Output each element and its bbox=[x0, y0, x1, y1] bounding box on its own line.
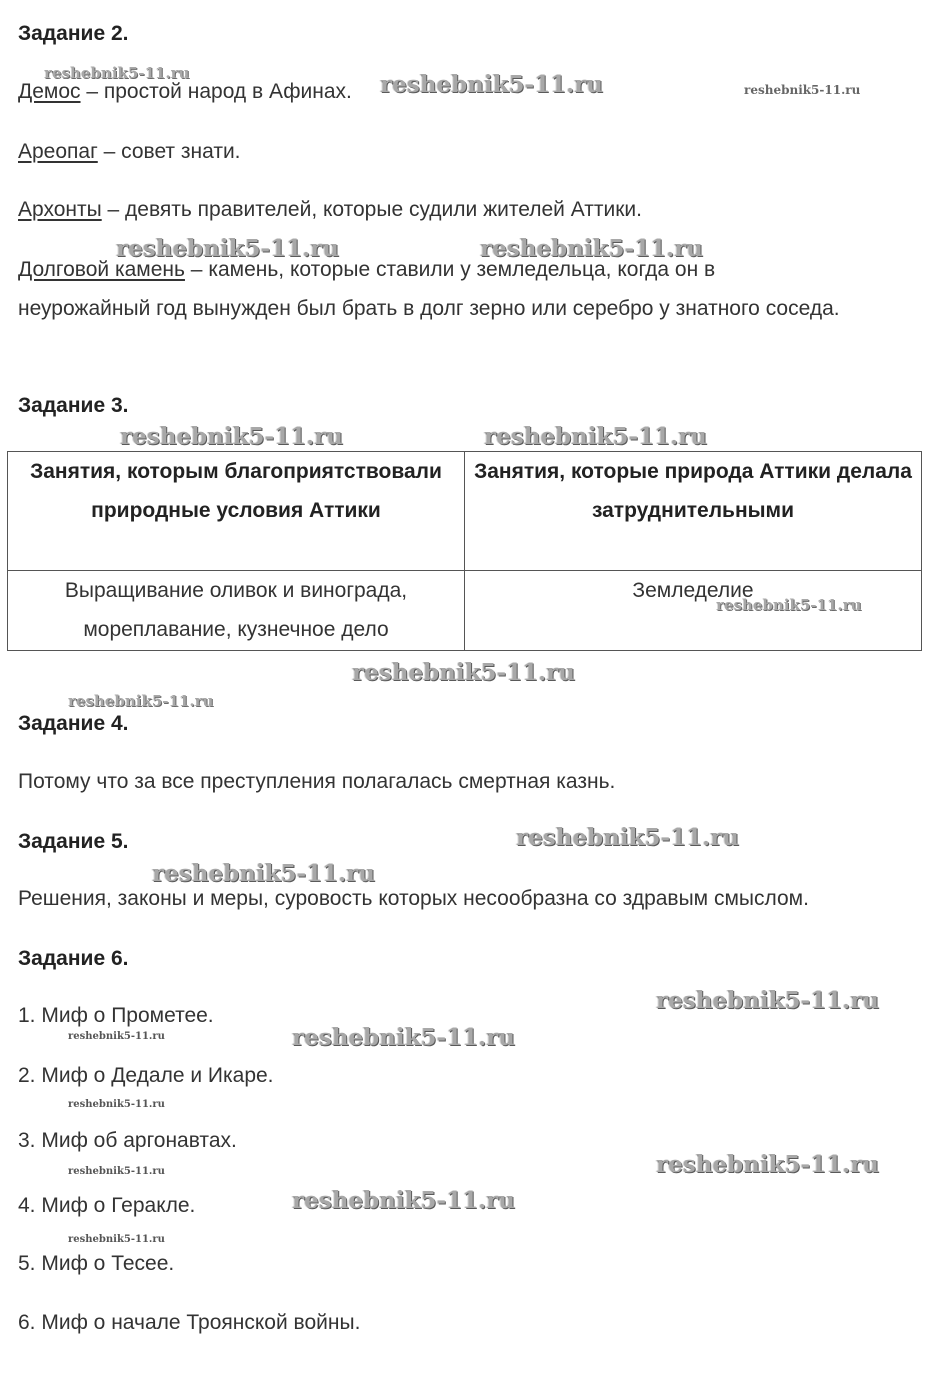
watermark: reshebnik5-11.ru bbox=[292, 1187, 515, 1214]
term-debt-stone: Долговой камень bbox=[18, 258, 185, 281]
definition-areopag-text: – совет знати. bbox=[97, 140, 241, 163]
watermark: reshebnik5-11.ru bbox=[380, 71, 603, 98]
myth-list-item: 4. Миф о Геракле. bbox=[18, 1194, 196, 1217]
watermark: reshebnik5-11.ru bbox=[68, 1166, 165, 1177]
watermark: reshebnik5-11.ru bbox=[656, 987, 879, 1014]
term-demos: Демос bbox=[18, 80, 81, 103]
watermark: reshebnik5-11.ru bbox=[516, 824, 739, 851]
task-6-heading: Задание 6. bbox=[18, 947, 129, 970]
definition-archons-text: – девять правителей, которые судили жителей Аттики. bbox=[101, 198, 642, 221]
myth-list-item: 2. Миф о Дедале и Икаре. bbox=[18, 1064, 274, 1087]
task-4-heading: Задание 4. bbox=[18, 712, 129, 735]
definition-demos-text: – простой народ в Афинах. bbox=[80, 80, 352, 103]
watermark: reshebnik5-11.ru bbox=[68, 692, 214, 710]
definition-areopag bbox=[18, 140, 241, 164]
table-header-row bbox=[8, 452, 922, 571]
definition-debt-stone-text: – камень, которые ставили у земледельца, когда он в неурожайный год вынужден был брать в долг зерно или серебро у знатного соседа. bbox=[18, 258, 840, 320]
term-archons: Архонты bbox=[18, 198, 102, 221]
myth-list-item: 3. Миф об аргонавтах. bbox=[18, 1129, 237, 1152]
watermark: reshebnik5-11.ru bbox=[656, 1151, 879, 1178]
watermark: reshebnik5-11.ru bbox=[484, 423, 707, 450]
watermark: reshebnik5-11.ru bbox=[352, 659, 575, 686]
watermark: reshebnik5-11.ru bbox=[116, 235, 339, 262]
watermark: reshebnik5-11.ru bbox=[152, 860, 375, 887]
table-header-favorable: Занятия, которым благоприятствовали природные условия Аттики bbox=[8, 452, 465, 571]
table-header-difficult: Занятия, которые природа Аттики делала затруднительными bbox=[465, 452, 922, 571]
task-4-answer: Потому что за все преступления полагалась смертная казнь. bbox=[18, 770, 616, 793]
table-cell-difficult: Земледелие bbox=[465, 571, 922, 651]
task-5-heading: Задание 5. bbox=[18, 830, 129, 853]
term-areopag: Ареопаг bbox=[18, 140, 98, 163]
watermark: reshebnik5-11.ru bbox=[480, 235, 703, 262]
watermark: reshebnik5-11.ru bbox=[68, 1234, 165, 1245]
watermark: reshebnik5-11.ru bbox=[68, 1031, 165, 1042]
watermark: reshebnik5-11.ru bbox=[292, 1024, 515, 1051]
watermark: reshebnik5-11.ru bbox=[120, 423, 343, 450]
watermark: reshebnik5-11.ru bbox=[744, 83, 861, 97]
watermark: reshebnik5-11.ru bbox=[68, 1099, 165, 1110]
watermark: reshebnik5-11.ru bbox=[44, 64, 190, 82]
myth-list-item: 6. Миф о начале Троянской войны. bbox=[18, 1311, 361, 1334]
task-3-heading: Задание 3. bbox=[18, 394, 129, 417]
myth-list-item: 1. Миф о Прометее. bbox=[18, 1004, 214, 1027]
occupations-table bbox=[7, 451, 922, 651]
definition-demos bbox=[18, 80, 352, 104]
myth-list-item: 5. Миф о Тесее. bbox=[18, 1252, 175, 1275]
definition-archons bbox=[18, 198, 642, 222]
task-2-heading: Задание 2. bbox=[18, 22, 129, 45]
watermark: reshebnik5-11.ru bbox=[716, 596, 862, 614]
task-5-answer: Решения, законы и меры, суровость которых несообразна со здравым смыслом. bbox=[18, 887, 809, 910]
table-cell-favorable: Выращивание оливок и винограда, мореплавание, кузнечное дело bbox=[8, 571, 465, 651]
